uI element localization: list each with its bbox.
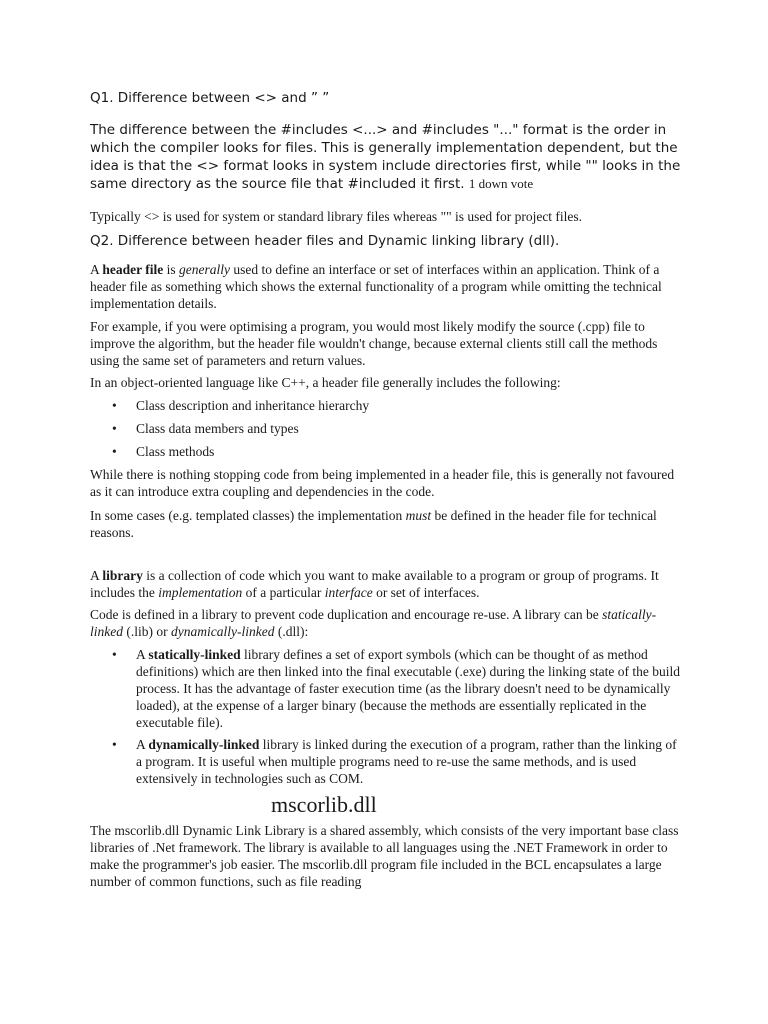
generally-emphasis: generally: [179, 262, 231, 277]
list-item-text: library defines a set of export symbols (which can be thought of as method definitions) which are then linked into the final executable (.exe) during the linking state of the build process. It has the advantage of faster execution time (as the library doesn't need to be dynamically loaded), at the expense of a larger binary (because the methods are essentially replicated in the executable file).: [136, 647, 680, 730]
header-file-list: [110, 420, 680, 437]
list-item: [110, 646, 680, 731]
dynamically-linked-emphasis: dynamically-linked: [171, 624, 275, 639]
text-run: be defined in the header file for technical reasons.: [90, 508, 657, 540]
library-list: [110, 646, 680, 731]
list-item-text: Class data members and types: [136, 421, 299, 436]
list-item-text: Class methods: [136, 444, 215, 459]
q1-heading: Q1. Difference between <> and ” ”: [90, 90, 330, 106]
bullet-icon: •: [112, 421, 117, 436]
header-file-list: [110, 443, 680, 460]
header-file-paragraph-4: While there is nothing stopping code from being implemented in a header file, this is generally not favoured as it can introduce extra coupling and dependencies in the code.: [90, 467, 675, 499]
q2-heading: Q2. Difference between header files and Dynamic linking library (dll).: [90, 233, 560, 249]
text-run: used to define an interface or set of interfaces within an application. Think of a header file as something which shows the external functionality of a program while omitting the technical implementation details.: [90, 262, 662, 311]
list-item: [110, 420, 680, 437]
implementation-emphasis: implementation: [158, 585, 243, 600]
down-vote-text: 1 down vote: [468, 176, 534, 191]
text-run: is: [163, 262, 180, 277]
q1-summary: Typically <> is used for system or standard library files whereas "" is used for project files.: [90, 209, 583, 224]
bullet-icon: •: [112, 647, 117, 662]
bullet-icon: •: [112, 737, 117, 752]
text-run: (.lib) or: [123, 624, 171, 639]
interface-emphasis: interface: [324, 585, 373, 600]
list-item-text: Class description and inheritance hierarchy: [136, 398, 370, 413]
bullet-icon: •: [112, 444, 117, 459]
text-run: or set of interfaces.: [372, 585, 480, 600]
bullet-icon: •: [112, 398, 117, 413]
mscorlib-title: mscorlib.dll: [271, 792, 377, 817]
text-run: In some cases (e.g. templated classes) the implementation: [90, 508, 406, 523]
header-file-paragraph-3: In an object-oriented language like C++, a header file generally includes the following:: [90, 375, 561, 390]
library-paragraph-2: [90, 606, 680, 640]
text-run: A: [136, 737, 149, 752]
statically-linked-term: statically-linked: [148, 647, 241, 662]
text-run: A: [90, 262, 103, 277]
must-emphasis: must: [405, 508, 432, 523]
text-run: is a collection of code which you want to make available to a program or group of programs. It includes the: [90, 568, 659, 600]
text-run: Code is defined in a library to prevent code duplication and encourage re-use. A library can be: [90, 607, 603, 622]
library-list: [110, 736, 680, 787]
list-item: [110, 443, 680, 460]
header-file-paragraph-2: For example, if you were optimising a program, you would most likely modify the source (.cpp) file to improve the algorithm, but the header file wouldn't change, because external clients still call the methods using the same set of parameters and return values.: [90, 319, 658, 368]
list-item-text: library is linked during the execution of a program, rather than the linking of a program. It is useful when multiple programs need to re-use the same methods, and is used extensively in technologies such as COM.: [136, 737, 677, 786]
library-term: library: [102, 568, 143, 583]
header-file-list: [110, 397, 680, 414]
q1-paragraph: [90, 121, 690, 193]
text-run: A: [136, 647, 149, 662]
text-run: A: [90, 568, 103, 583]
list-item: [110, 397, 680, 414]
q1-paragraph-text: The difference between the #includes <...> and #includes "..." format is the order in which the compiler looks for files. This is generally implementation dependent, but the idea is that the <> format looks in system include directories first, while "" looks in the same directory as the source file that #included it first.: [90, 122, 681, 192]
header-file-paragraph-5: [90, 507, 680, 541]
header-file-term: header file: [102, 262, 164, 277]
header-file-paragraph-1: [90, 261, 680, 312]
text-run: of a particular: [242, 585, 325, 600]
library-paragraph-1: [90, 567, 680, 601]
text-run: (.dll):: [274, 624, 309, 639]
dynamically-linked-term: dynamically-linked: [148, 737, 260, 752]
statically-linked-emphasis: statically-linked: [90, 607, 657, 639]
list-item: [110, 736, 680, 787]
mscorlib-paragraph: The mscorlib.dll Dynamic Link Library is a shared assembly, which consists of the very important base class libraries of .Net framework. The library is available to all languages using the .NET Framework in order to make the programmer's job easier. The mscorlib.dll program file included in the BCL encapsulates a large number of common functions, such as file reading: [90, 823, 679, 889]
